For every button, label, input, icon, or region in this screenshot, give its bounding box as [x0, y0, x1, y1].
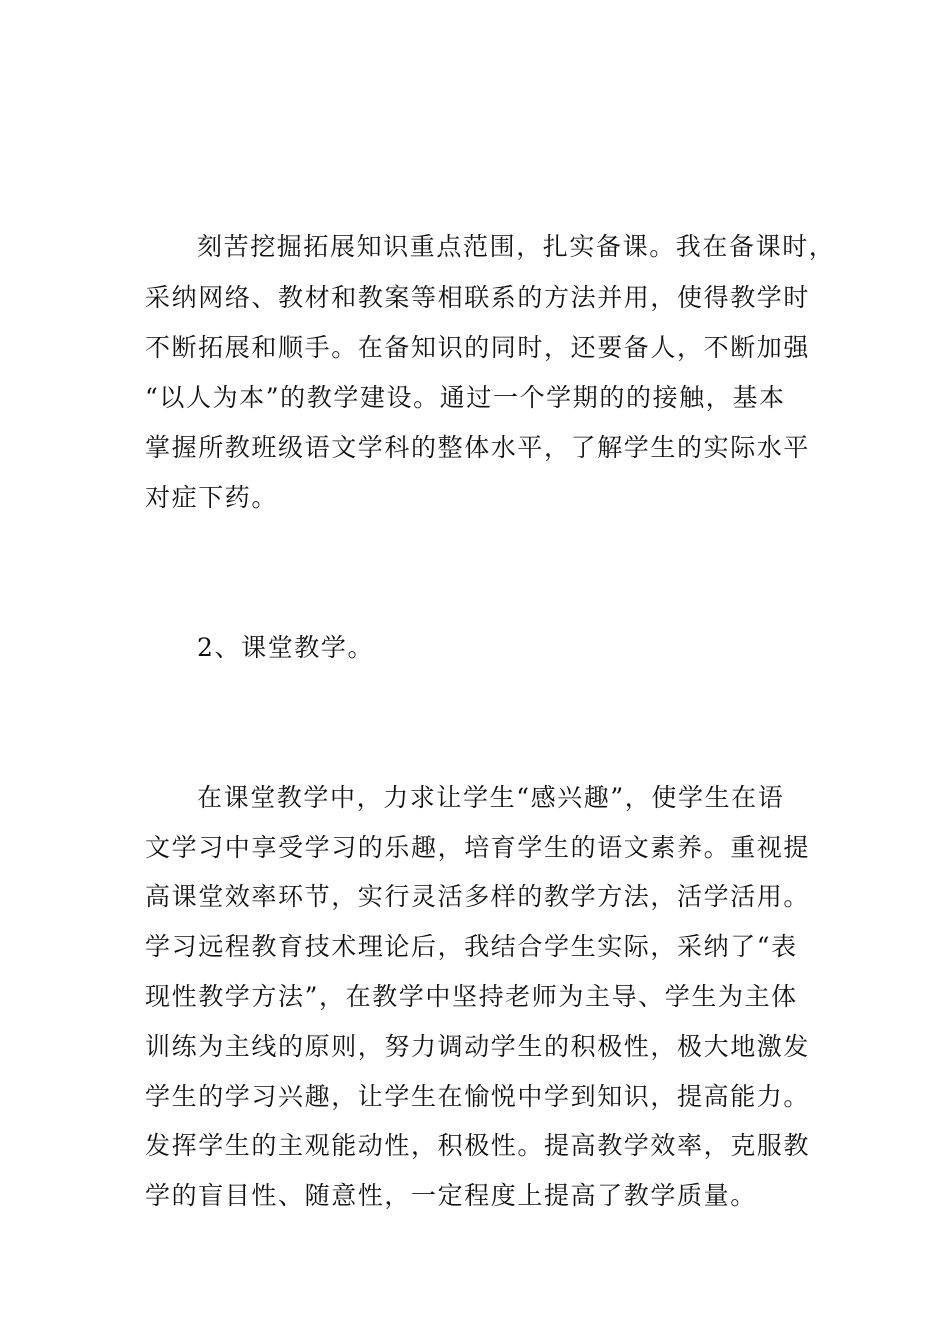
text-line: 高课堂效率环节，实行灵活多样的教学方法，活学活用。: [145, 882, 811, 911]
section-heading: 2、课堂教学。: [197, 633, 375, 662]
text-line: 学习远程教育技术理论后，我结合学生实际，采纳了“表: [145, 932, 798, 961]
text-line: 现性教学方法”，在教学中坚持老师为主导、学生为主体: [145, 982, 798, 1011]
text-line: 发挥学生的主观能动性，积极性。提高教学效率，克服教: [145, 1131, 811, 1160]
text-line: 采纳网络、教材和教案等相联系的方法并用，使得教学时: [145, 283, 811, 312]
text-line: 掌握所教班级语文学科的整体水平，了解学生的实际水平: [145, 433, 811, 462]
text-line: 学生的学习兴趣，让学生在愉悦中学到知识，提高能力。: [145, 1082, 811, 1111]
text-line: 文学习中享受学习的乐趣，培育学生的语文素养。重视提: [145, 833, 811, 862]
text-line: 刻苦挖掘拓展知识重点范围，扎实备课。我在备课时，: [197, 232, 836, 261]
text-line: 不断拓展和顺手。在备知识的同时，还要备人，不断加强: [145, 333, 811, 362]
text-line: 在课堂教学中，力求让学生“感兴趣”，使学生在语: [197, 783, 785, 812]
text-line: “以人为本”的教学建设。通过一个学期的的接触，基本: [145, 383, 786, 412]
text-line: 对症下药。: [145, 483, 279, 512]
text-line: 训练为主线的原则，努力调动学生的积极性，极大地激发: [145, 1032, 811, 1061]
text-line: 学的盲目性、随意性，一定程度上提高了教学质量。: [145, 1181, 757, 1210]
